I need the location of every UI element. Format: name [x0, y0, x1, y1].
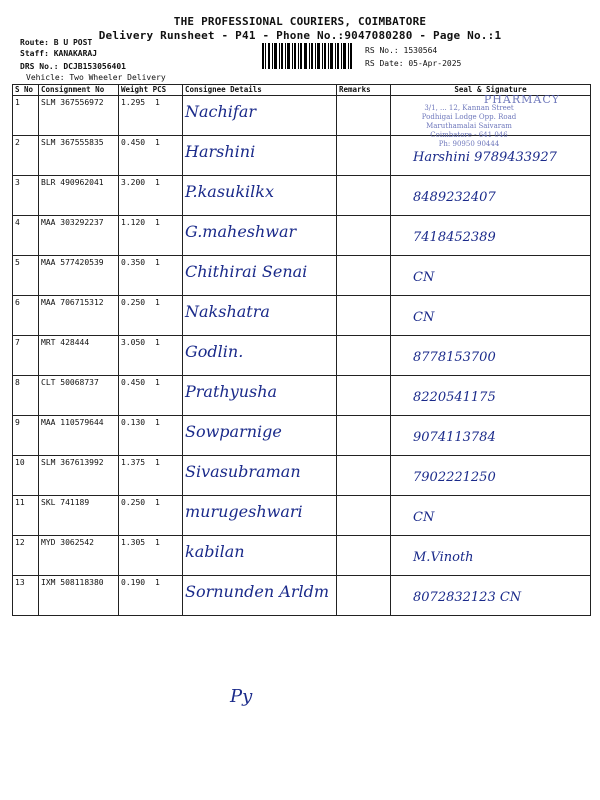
consignee-handwriting: G.maheshwar: [185, 222, 297, 241]
sno-value: 8: [15, 378, 20, 387]
sno-value: 3: [15, 178, 20, 187]
pharmacy-stamp: [358, 95, 580, 160]
barcode: [262, 43, 352, 69]
row-consignment: [39, 496, 119, 536]
row-remarks: [337, 296, 391, 336]
row-consignee: [183, 376, 337, 416]
row-consignment: [39, 136, 119, 176]
row-signature: [391, 536, 591, 576]
consignment-value: MAA 577420539: [41, 258, 104, 267]
col-pcs: PCS: [152, 85, 167, 94]
pcs-value: 1: [155, 98, 160, 107]
consignee-handwriting: Nachifar: [185, 102, 257, 121]
table-row: [13, 176, 591, 216]
row-consignment: [39, 376, 119, 416]
sno-value: 9: [15, 418, 20, 427]
signature-handwriting: CN: [413, 310, 435, 325]
row-sno: [13, 376, 39, 416]
row-remarks: [337, 216, 391, 256]
consignment-value: IXM 508118380: [41, 578, 104, 587]
consignee-handwriting: Sivasubraman: [185, 462, 301, 481]
weight-value: 0.190: [121, 578, 146, 587]
signature-handwriting: 8220541175: [413, 390, 496, 405]
runsheet-title: Delivery Runsheet - P41 - Phone No.:9047080280 - Page No.:1: [98, 29, 502, 42]
row-signature: [391, 576, 591, 616]
row-remarks: [337, 336, 391, 376]
sno-value: 13: [15, 578, 25, 587]
row-signature: [391, 256, 591, 296]
weight-value: 0.250: [121, 498, 146, 507]
row-weight-pcs: [119, 576, 183, 616]
table-row: [13, 416, 591, 456]
row-consignee: [183, 256, 337, 296]
row-weight-pcs: [119, 376, 183, 416]
row-weight-pcs: [119, 496, 183, 536]
row-weight-pcs: [119, 536, 183, 576]
sno-value: 6: [15, 298, 20, 307]
pcs-value: 1: [155, 458, 160, 467]
row-consignee: [183, 136, 337, 176]
row-consignment: [39, 576, 119, 616]
consignment-value: SKL 741189: [41, 498, 90, 507]
signature-handwriting: CN: [413, 270, 435, 285]
sno-value: 10: [15, 458, 25, 467]
consignment-value: MAA 110579644: [41, 418, 104, 427]
consignment-value: SLM 367555835: [41, 138, 104, 147]
stamp-line4: Maruthamalai Saivaram: [426, 122, 512, 130]
row-sno: [13, 136, 39, 176]
consignment-value: CLT 50068737: [41, 378, 99, 387]
row-sno: [13, 176, 39, 216]
pcs-value: 1: [155, 538, 160, 547]
row-consignment: [39, 256, 119, 296]
row-signature: [391, 496, 591, 536]
row-remarks: [337, 456, 391, 496]
table-row: [13, 456, 591, 496]
stamp-line3: Podhigai Lodge Opp. Road: [421, 113, 517, 121]
pcs-value: 1: [155, 298, 160, 307]
row-weight-pcs: [119, 256, 183, 296]
table-row: [13, 536, 591, 576]
consignee-handwriting: Sowparnige: [185, 422, 282, 441]
consignee-handwriting: Chithirai Senai: [185, 262, 308, 281]
row-signature: [391, 336, 591, 376]
consignee-handwriting: P.kasukilkx: [185, 182, 275, 201]
row-consignment: [39, 416, 119, 456]
row-weight-pcs: [119, 216, 183, 256]
row-consignee: [183, 216, 337, 256]
row-signature: [391, 296, 591, 336]
table-row: [13, 256, 591, 296]
row-consignment: [39, 216, 119, 256]
stamp-line2: 3/1, ... 12, Kannan Street: [424, 104, 514, 112]
row-consignment: [39, 176, 119, 216]
row-consignee: [183, 576, 337, 616]
row-sno: [13, 216, 39, 256]
rs-date-label: RS Date: 05-Apr-2025: [365, 59, 462, 68]
signature-handwriting: 8489232407: [413, 190, 496, 205]
drs-label: DRS No.: DCJB153056401: [20, 62, 126, 71]
row-consignment: [39, 536, 119, 576]
sno-value: 7: [15, 338, 20, 347]
row-remarks: [337, 376, 391, 416]
weight-value: 3.200: [121, 178, 146, 187]
row-sno: [13, 256, 39, 296]
runsheet-table: [12, 84, 591, 616]
row-consignee: [183, 176, 337, 216]
weight-value: 3.050: [121, 338, 146, 347]
route-label: Route: B U POST: [20, 38, 93, 47]
table-row: [13, 216, 591, 256]
row-weight-pcs: [119, 456, 183, 496]
table-row: [13, 376, 591, 416]
signature-handwriting: M.Vinoth: [413, 550, 474, 565]
signature-handwriting: 7902221250: [413, 470, 496, 485]
col-seal: Seal & Signature: [391, 85, 591, 96]
signature-handwriting: 7418452389: [413, 230, 496, 245]
col-consignee: Consignee Details: [183, 85, 337, 96]
consignee-handwriting: Nakshatra: [185, 302, 270, 321]
weight-value: 0.130: [121, 418, 146, 427]
row-weight-pcs: [119, 296, 183, 336]
row-remarks: [337, 176, 391, 216]
signature-handwriting: 8778153700: [413, 350, 496, 365]
col-sno: S No: [13, 85, 39, 96]
row-consignee: [183, 296, 337, 336]
row-remarks: [337, 576, 391, 616]
weight-value: 0.450: [121, 378, 146, 387]
rs-no-label: RS No.: 1530564: [365, 46, 438, 55]
row-sno: [13, 536, 39, 576]
pcs-value: 1: [155, 138, 160, 147]
table-row: [13, 576, 591, 616]
row-signature: [391, 416, 591, 456]
sno-value: 2: [15, 138, 20, 147]
pcs-value: 1: [155, 338, 160, 347]
sno-value: 4: [15, 218, 20, 227]
footer-initials: Py: [230, 686, 253, 707]
signature-handwriting: 8072832123 CN: [413, 590, 522, 605]
stamp-line6: Ph: 90950 90444: [438, 140, 500, 148]
col-weight-pcs: [119, 85, 183, 96]
col-remarks: Remarks: [337, 85, 391, 96]
table-row: [13, 496, 591, 536]
consignment-value: SLM 367556972: [41, 98, 104, 107]
row-consignment: [39, 296, 119, 336]
consignee-handwriting: Sornunden Arldm: [185, 582, 329, 601]
pcs-value: 1: [155, 178, 160, 187]
stamp-line1: PHARMACY: [483, 93, 560, 106]
row-remarks: [337, 536, 391, 576]
table-row: [13, 336, 591, 376]
stamp-line5: Coimbatore - 641 046: [430, 131, 508, 139]
weight-value: 0.250: [121, 298, 146, 307]
row-weight-pcs: [119, 416, 183, 456]
consignment-value: MYD 3062542: [41, 538, 94, 547]
row-consignee: [183, 96, 337, 136]
row-remarks: [337, 416, 391, 456]
signature-handwriting: Harshini 9789433927: [413, 150, 557, 165]
row-weight-pcs: [119, 336, 183, 376]
sno-value: 5: [15, 258, 20, 267]
row-sno: [13, 96, 39, 136]
row-consignee: [183, 336, 337, 376]
pcs-value: 1: [155, 578, 160, 587]
row-consignment: [39, 456, 119, 496]
pcs-value: 1: [155, 498, 160, 507]
row-signature: [391, 376, 591, 416]
weight-value: 1.305: [121, 538, 146, 547]
consignment-value: BLR 490962041: [41, 178, 104, 187]
row-consignment: [39, 96, 119, 136]
weight-value: 1.295: [121, 98, 146, 107]
signature-handwriting: CN: [413, 510, 435, 525]
consignee-handwriting: murugeshwari: [185, 502, 303, 521]
row-consignee: [183, 456, 337, 496]
weight-value: 1.375: [121, 458, 146, 467]
row-signature: [391, 176, 591, 216]
consignment-value: MRT 428444: [41, 338, 90, 347]
consignment-value: MAA 303292237: [41, 218, 104, 227]
row-weight-pcs: [119, 96, 183, 136]
consignee-handwriting: kabilan: [185, 542, 245, 561]
row-consignee: [183, 416, 337, 456]
row-sno: [13, 496, 39, 536]
consignment-value: MAA 706715312: [41, 298, 104, 307]
consignee-handwriting: Godlin.: [185, 342, 244, 361]
row-sno: [13, 336, 39, 376]
row-weight-pcs: [119, 176, 183, 216]
weight-value: 0.350: [121, 258, 146, 267]
row-weight-pcs: [119, 136, 183, 176]
table-row: [13, 296, 591, 336]
row-sno: [13, 416, 39, 456]
pcs-value: 1: [155, 258, 160, 267]
row-signature: [391, 216, 591, 256]
row-remarks: [337, 256, 391, 296]
pcs-value: 1: [155, 378, 160, 387]
sno-value: 1: [15, 98, 20, 107]
staff-label: Staff: KANAKARAJ: [20, 49, 98, 58]
col-consignment: Consignment No: [39, 85, 119, 96]
vehicle-label: Vehicle: Two Wheeler Delivery: [26, 73, 166, 82]
sno-value: 12: [15, 538, 25, 547]
weight-value: 1.120: [121, 218, 146, 227]
sno-value: 11: [15, 498, 25, 507]
row-sno: [13, 456, 39, 496]
row-consignment: [39, 336, 119, 376]
signature-handwriting: 9074113784: [413, 430, 496, 445]
row-remarks: [337, 496, 391, 536]
row-consignee: [183, 496, 337, 536]
weight-value: 0.450: [121, 138, 146, 147]
row-consignee: [183, 536, 337, 576]
row-signature: [391, 456, 591, 496]
row-sno: [13, 576, 39, 616]
consignment-value: SLM 367613992: [41, 458, 104, 467]
pcs-value: 1: [155, 218, 160, 227]
consignee-handwriting: Prathyusha: [185, 382, 278, 401]
row-sno: [13, 296, 39, 336]
company-title: THE PROFESSIONAL COURIERS, COIMBATORE: [173, 15, 427, 28]
consignee-handwriting: Harshini: [185, 142, 256, 161]
pcs-value: 1: [155, 418, 160, 427]
col-weight: Weight: [121, 85, 149, 94]
